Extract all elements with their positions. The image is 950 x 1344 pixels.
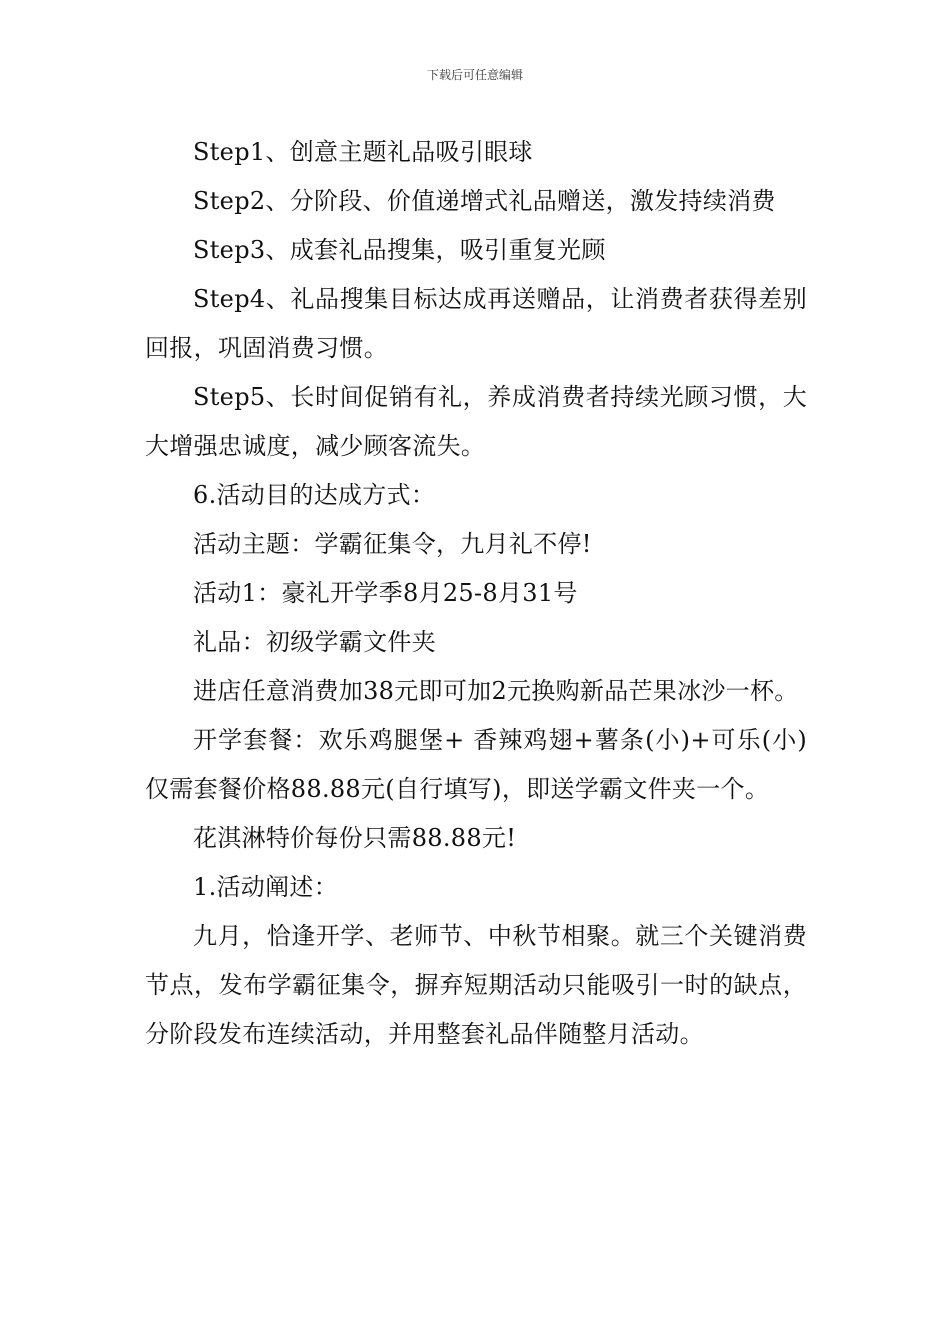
paragraph-activity-1: 活动1：豪礼开学季8月25-8月31号 <box>193 579 578 607</box>
paragraph-purchase-offer: 进店任意消费加38元即可加2元换购新品芒果冰沙一杯。 <box>193 677 799 705</box>
paragraph-activity-theme: 活动主题：学霸征集令，九月礼不停! <box>193 530 592 558</box>
paragraph-step2: Step2、分阶段、价值递增式礼品赠送，激发持续消费 <box>193 187 776 215</box>
paragraph-school-set-meal: 开学套餐：欢乐鸡腿堡+ 香辣鸡翅+薯条(小)+可乐(小) 仅需套餐价格88.88元(自行填写)，即送学霸文件夹一个。 <box>145 726 807 803</box>
paragraph-step1: Step1、创意主题礼品吸引眼球 <box>193 138 533 166</box>
paragraph-step4: Step4、礼品搜集目标达成再送赠品，让消费者获得差别回报，巩固消费习惯。 <box>145 285 807 362</box>
paragraph-september-description: 九月，恰逢开学、老师节、中秋节相聚。就三个关键消费节点，发布学霸征集令，摒弃短期活动只能吸引一时的缺点，分阶段发布连续活动，并用整套礼品伴随整月活动。 <box>145 922 807 1048</box>
paragraph-step5: Step5、长时间促销有礼，养成消费者持续光顾习惯，大大增强忠诚度，减少顾客流失。 <box>145 383 807 460</box>
section-heading-achievement: 6.活动目的达成方式： <box>193 481 436 509</box>
paragraph-step3: Step3、成套礼品搜集，吸引重复光顾 <box>193 236 606 264</box>
page-header: 下载后可任意编辑 <box>426 68 523 82</box>
paragraph-ice-cream-offer: 花淇淋特价每份只需88.88元! <box>193 824 517 852</box>
section-heading-description: 1.活动阐述： <box>193 873 338 901</box>
paragraph-gift: 礼品：初级学霸文件夹 <box>193 628 436 656</box>
document-body <box>145 128 807 1059</box>
